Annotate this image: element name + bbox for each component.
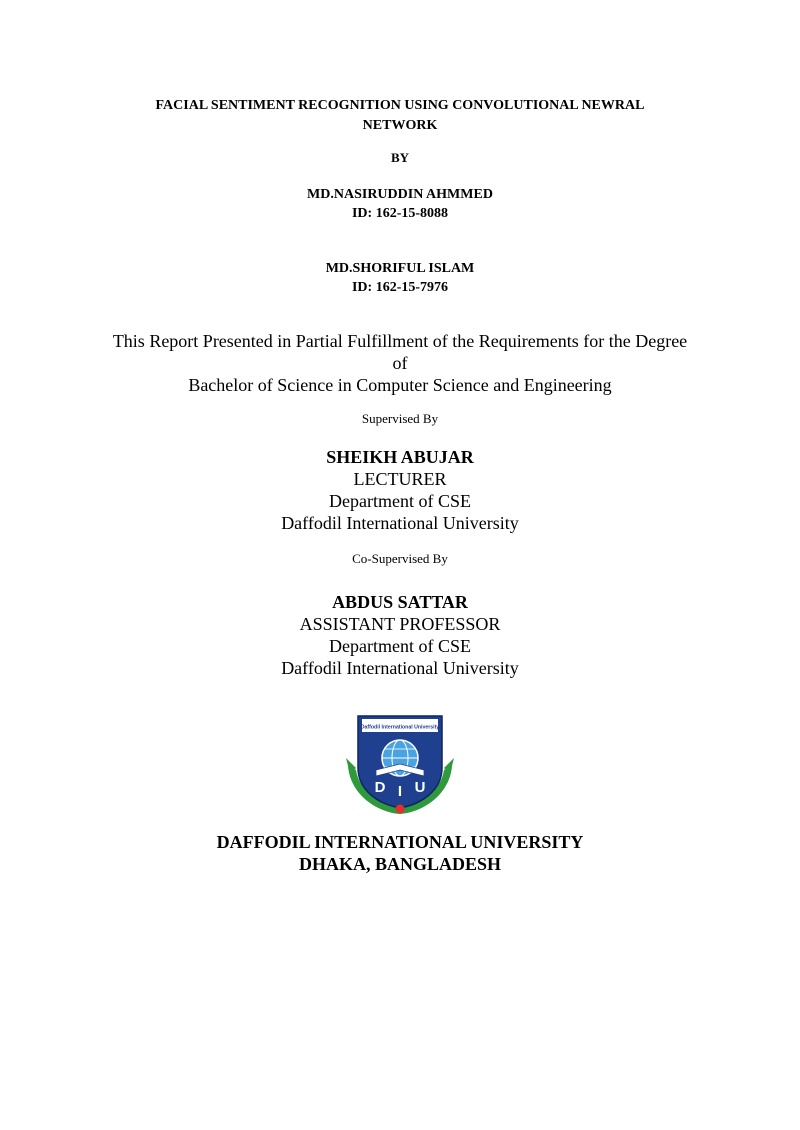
co-supervisor-name: ABDUS SATTAR	[332, 592, 468, 612]
author-name: MD.NASIRUDDIN AHMMED	[307, 187, 493, 202]
author-id: ID: 162-15-8088	[351, 206, 449, 221]
diu-crest-icon	[340, 708, 460, 818]
supervisor-designation: LECTURER	[353, 469, 447, 489]
report-statement	[0, 330, 800, 396]
co-supervisor-department: Department of CSE	[329, 636, 471, 656]
by-label: BY	[390, 150, 410, 165]
co-supervisor-institution: Daffodil International University	[281, 658, 519, 678]
university-location: DHAKA, BANGLADESH	[298, 854, 502, 874]
crest-letter-u: U	[414, 779, 426, 796]
thesis-title	[0, 96, 800, 136]
report-statement-line-1: This Report Presented in Partial Fulfillment of the Requirements for the Degree	[112, 331, 688, 351]
author-block-2	[0, 259, 800, 297]
thesis-title-line-2: NETWORK	[362, 118, 438, 133]
report-statement-line-2: of	[392, 353, 408, 373]
co-supervisor-designation: ASSISTANT PROFESSOR	[299, 614, 501, 634]
university-name: DAFFODIL INTERNATIONAL UNIVERSITY	[216, 832, 584, 852]
supervisor-department: Department of CSE	[329, 491, 471, 511]
supervisor-institution: Daffodil International University	[281, 513, 519, 533]
banner-text: Daffodil International University	[360, 724, 440, 731]
supervisor-name: SHEIKH ABUJAR	[326, 447, 474, 467]
crest-letter-d: D	[374, 779, 386, 796]
supervised-by-label: Supervised By	[361, 411, 439, 426]
thesis-title-line-1: FACIAL SENTIMENT RECOGNITION USING CONVOLUTIONAL NEWRAL	[155, 98, 645, 113]
co-supervised-by-label: Co-Supervised By	[352, 551, 448, 566]
author-name: MD.SHORIFUL ISLAM	[325, 261, 475, 276]
flower-shape	[396, 805, 405, 814]
university-block	[0, 831, 800, 875]
author-id: ID: 162-15-7976	[351, 280, 449, 295]
supervisor-block	[0, 446, 800, 534]
diu-crest-graphic	[340, 708, 460, 818]
crest-letter-i: I	[397, 783, 403, 800]
author-block-1	[0, 185, 800, 223]
co-supervisor-block	[0, 591, 800, 679]
report-statement-line-3: Bachelor of Science in Computer Science and Engineering	[188, 375, 612, 395]
